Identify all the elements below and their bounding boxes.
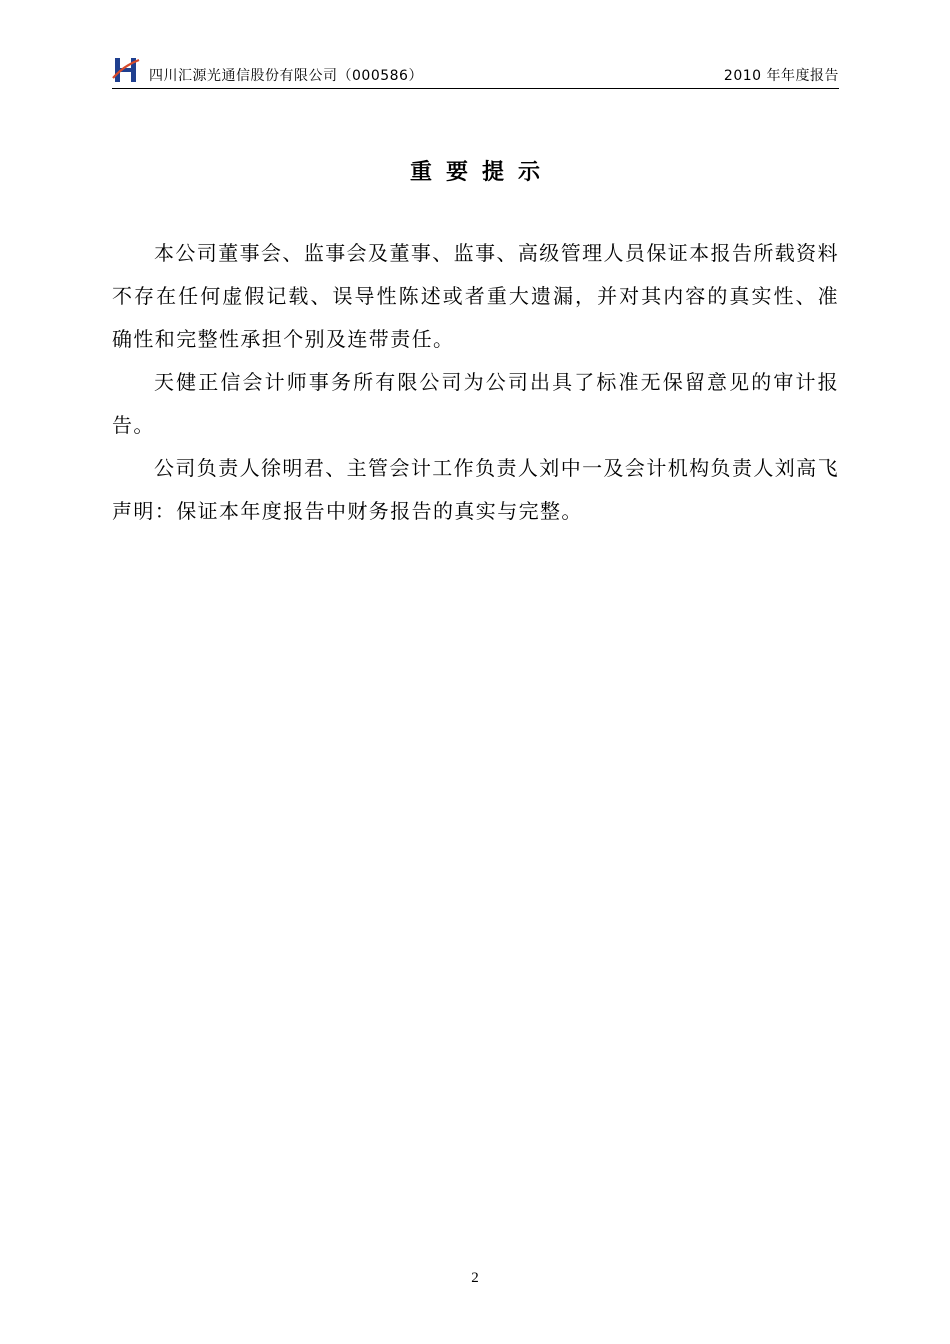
page-header [112, 56, 839, 90]
page-number: 2 [471, 1270, 479, 1286]
huiyuan-h-logo-icon [112, 56, 140, 84]
notice-paragraph-responsibility: 本公司董事会、监事会及董事、监事、高级管理人员保证本报告所载资料不存在任何虚假记载、误导性陈述或者重大遗漏，并对其内容的真实性、准确性和完整性承担个别及连带责任。 [112, 241, 839, 351]
header-divider [112, 88, 839, 89]
page-title: 重要提示 [409, 160, 554, 185]
header-company-name: 四川汇源光通信股份有限公司（000586） [149, 68, 423, 84]
notice-paragraph-audit: 天健正信会计师事务所有限公司为公司出具了标准无保留意见的审计报告。 [112, 370, 839, 437]
notice-body [112, 232, 839, 533]
notice-paragraph-declaration: 公司负责人徐明君、主管会计工作负责人刘中一及会计机构负责人刘高飞声明：保证本年度报告中财务报告的真实与完整。 [112, 456, 839, 523]
header-report-title: 2010 年年度报告 [723, 68, 839, 84]
